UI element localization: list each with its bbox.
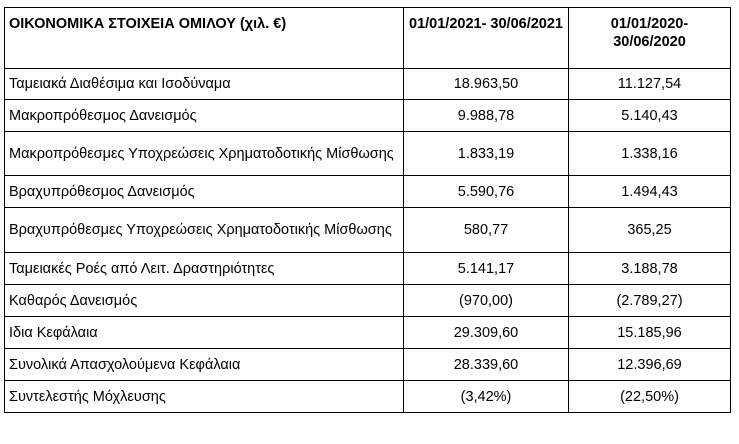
value-2020: 5.140,43 [569, 100, 731, 132]
table-row [5, 100, 731, 132]
value-2021: 9.988,78 [404, 100, 569, 132]
financial-data-table [4, 7, 731, 413]
value-2021: (3,42%) [404, 381, 569, 413]
value-2021: 580,77 [404, 208, 569, 253]
value-2020: 1.494,43 [569, 176, 731, 208]
value-2021: 1.833,19 [404, 132, 569, 176]
row-label: Μακροπρόθεσμος Δανεισμός [5, 100, 404, 132]
table-body [5, 69, 731, 413]
value-2020: 1.338,16 [569, 132, 731, 176]
value-2020: 12.396,69 [569, 349, 731, 381]
cut-off-caption-fragment [0, 0, 739, 6]
value-2021: 28.339,60 [404, 349, 569, 381]
table-row [5, 253, 731, 285]
header-period-2021-cell: 01/01/2021- 30/06/2021 [404, 8, 569, 69]
value-2021: 5.141,17 [404, 253, 569, 285]
row-label: Ταμειακά Διαθέσιμα και Ισοδύναμα [5, 69, 404, 100]
row-label: Βραχυπρόθεσμες Υποχρεώσεις Χρηματοδοτικής Μίσθωσης [5, 208, 404, 253]
table-row [5, 69, 731, 100]
value-2021: 18.963,50 [404, 69, 569, 100]
value-2020: 15.185,96 [569, 317, 731, 349]
value-2021: (970,00) [404, 285, 569, 317]
table-row [5, 176, 731, 208]
row-label: Βραχυπρόθεσμος Δανεισμός [5, 176, 404, 208]
table-row [5, 285, 731, 317]
value-2020: 365,25 [569, 208, 731, 253]
value-2021: 5.590,76 [404, 176, 569, 208]
value-2020: 3.188,78 [569, 253, 731, 285]
row-label: Ταμειακές Ροές από Λειτ. Δραστηριότητες [5, 253, 404, 285]
table-row [5, 208, 731, 253]
row-label: Μακροπρόθεσμες Υποχρεώσεις Χρηματοδοτικής Μίσθωσης [5, 132, 404, 176]
value-2020: (22,50%) [569, 381, 731, 413]
table-row [5, 132, 731, 176]
row-label: Συνολικά Απασχολούμενα Κεφάλαια [5, 349, 404, 381]
value-2020: 11.127,54 [569, 69, 731, 100]
header-label-cell: ΟΙΚΟΝΟΜΙΚΑ ΣΤΟΙΧΕΙΑ ΟΜΙΛΟΥ (χιλ. €) [5, 8, 404, 69]
header-row [5, 8, 731, 69]
value-2020: (2.789,27) [569, 285, 731, 317]
value-2021: 29.309,60 [404, 317, 569, 349]
row-label: Καθαρός Δανεισμός [5, 285, 404, 317]
table-header [5, 8, 731, 69]
table-row [5, 349, 731, 381]
table-row [5, 381, 731, 413]
header-period-2020-cell: 01/01/2020- 30/06/2020 [569, 8, 731, 69]
row-label: Ιδια Κεφάλαια [5, 317, 404, 349]
row-label: Συντελεστής Μόχλευσης [5, 381, 404, 413]
table-row [5, 317, 731, 349]
